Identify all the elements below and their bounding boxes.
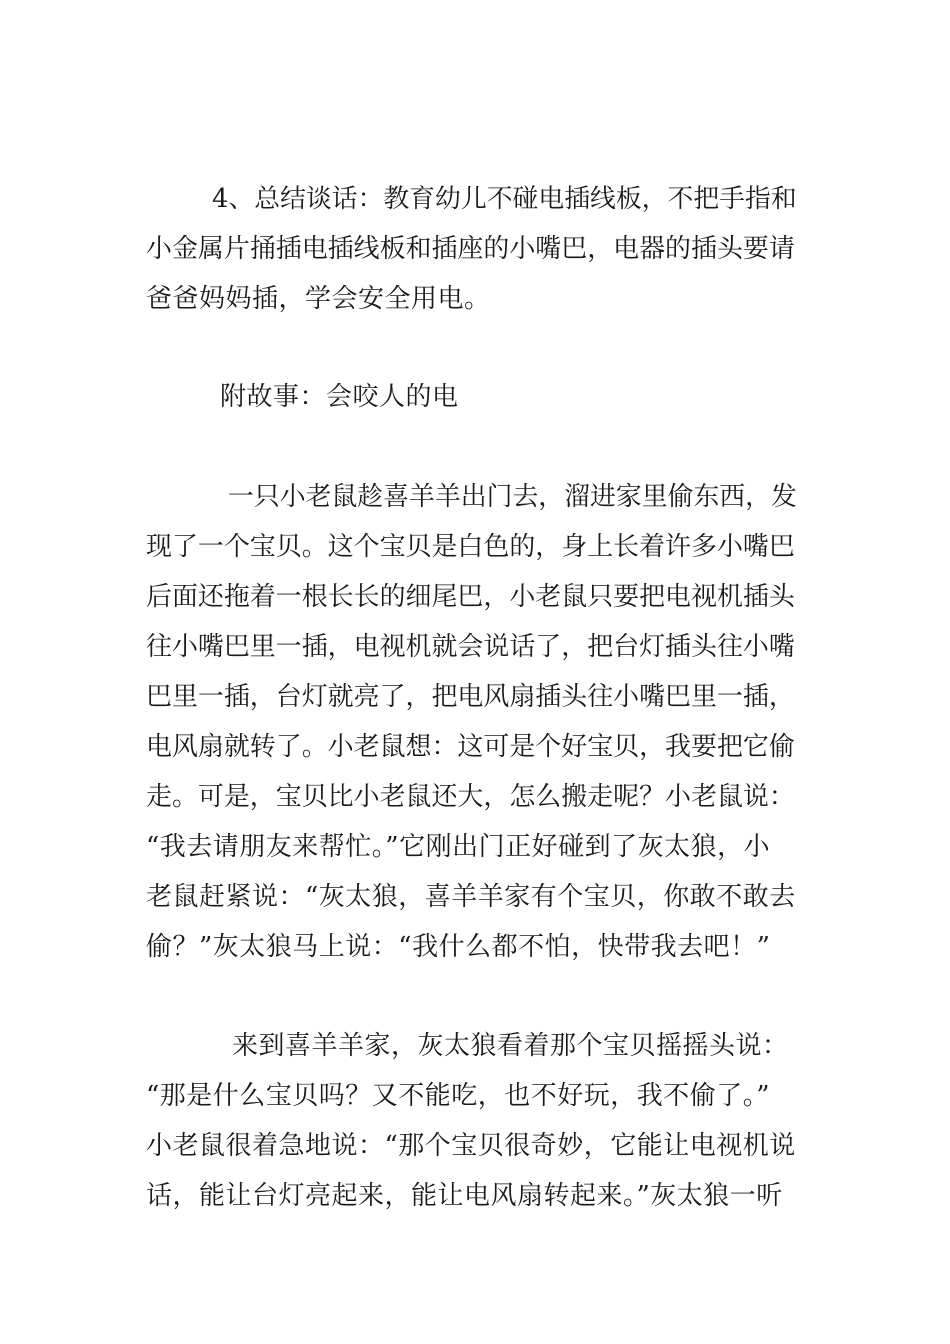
story-p1-line-8: “我去请朋友来帮忙。”它刚出门正好碰到了灰太狼，小 xyxy=(146,832,771,862)
story-p2-line-2: “那是什么宝贝吗？又不能吃，也不好玩，我不偷了。” xyxy=(146,1081,771,1111)
story-title: 附故事：会咬人的电 xyxy=(220,382,459,412)
story-p1-line-9: 老鼠赶紧说：“灰太狼，喜羊羊家有个宝贝，你敢不敢去 xyxy=(146,882,796,912)
story-p1-line-1: 一只小老鼠趁喜羊羊出门去，溜进家里偷东西，发 xyxy=(228,482,797,512)
story-p1-line-7: 走。可是，宝贝比小老鼠还大，怎么搬走呢？小老鼠说： xyxy=(146,782,795,812)
story-p1-line-5: 巴里一插，台灯就亮了，把电风扇插头往小嘴巴里一插， xyxy=(146,682,795,712)
story-p1-line-10: 偷？”灰太狼马上说：“我什么都不怕，快带我去吧！” xyxy=(146,932,771,962)
story-p1-line-3: 后面还拖着一根长长的细尾巴，小老鼠只要把电视机插头 xyxy=(146,582,795,612)
story-p2-line-1: 来到喜羊羊家，灰太狼看着那个宝贝摇摇头说： xyxy=(232,1031,789,1061)
story-p2-line-3: 小老鼠很着急地说：“那个宝贝很奇妙，它能让电视机说 xyxy=(146,1131,796,1161)
story-p1-line-2: 现了一个宝贝。这个宝贝是白色的，身上长着许多小嘴巴 xyxy=(146,532,795,562)
summary-line-2: 小金属片捅插电插线板和插座的小嘴巴，电器的插头要请 xyxy=(146,234,795,264)
summary-line-1: 4、总结谈话：教育幼儿不碰电插线板，不把手指和 xyxy=(212,184,797,214)
story-p1-line-6: 电风扇就转了。小老鼠想：这可是个好宝贝，我要把它偷 xyxy=(146,732,795,762)
summary-line-3: 爸爸妈妈插，学会安全用电。 xyxy=(146,284,491,314)
story-p1-line-4: 往小嘴巴里一插，电视机就会说话了，把台灯插头往小嘴 xyxy=(146,632,795,662)
story-p2-line-4: 话，能让台灯亮起来，能让电风扇转起来。”灰太狼一听 xyxy=(146,1181,783,1211)
